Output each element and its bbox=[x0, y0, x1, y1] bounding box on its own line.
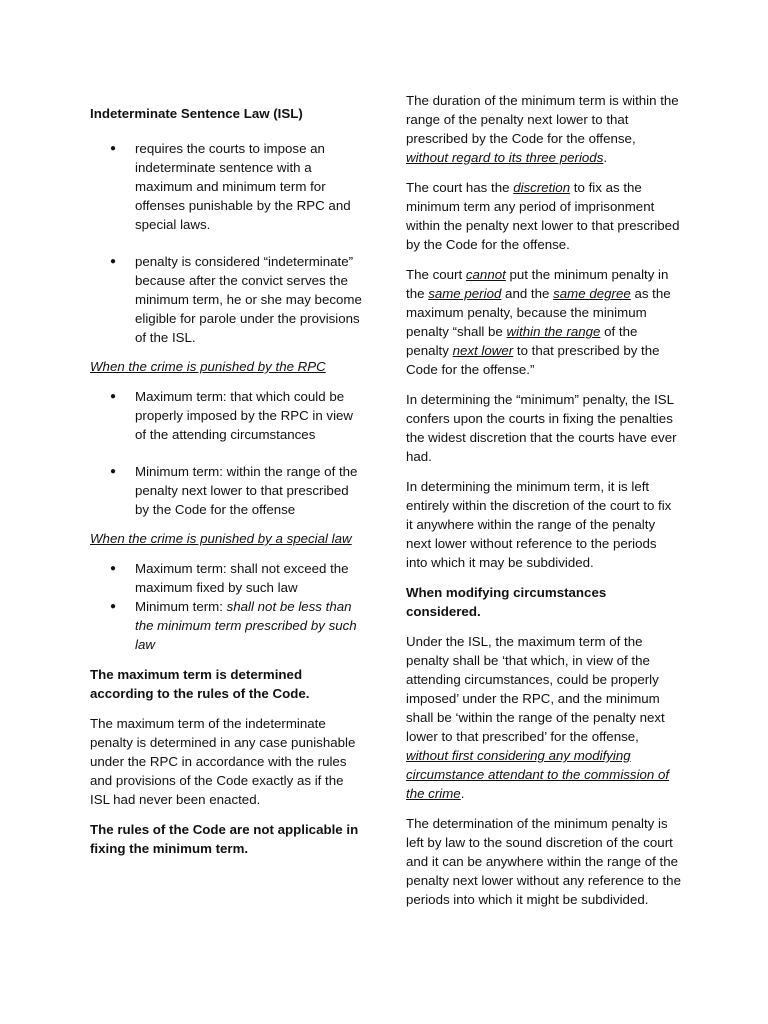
subheading-rpc: When the crime is punished by the RPC bbox=[90, 359, 326, 374]
rpc-bullet-list bbox=[90, 387, 365, 519]
list-item bbox=[90, 597, 365, 654]
paragraph: The determination of the minimum penalty is left by law to the sound discretion of the court and it can be anywhere within the range of the penalty next lower without any reference to the periods into which it might be subdivided. bbox=[406, 816, 681, 907]
heading-modifying-circumstances: When modifying circumstances considered. bbox=[406, 585, 607, 619]
emphasis: cannot bbox=[465, 267, 506, 282]
emphasis: same period bbox=[428, 286, 502, 301]
text: to that prescribed by the Code for the offense.” bbox=[406, 343, 660, 377]
list-item: ● requires the courts to impose an indeterminate sentence with a maximum and minimum term for offenses punishable by the RPC and special laws. bbox=[90, 139, 365, 234]
text: . bbox=[460, 786, 465, 801]
heading-rules-not-applicable: The rules of the Code are not applicable in fixing the minimum term. bbox=[90, 822, 359, 856]
emphasis: next lower bbox=[452, 343, 514, 358]
paragraph bbox=[406, 91, 681, 167]
item-text: Minimum term: bbox=[135, 599, 227, 614]
emphasis: discretion bbox=[513, 180, 571, 195]
text: and the bbox=[501, 286, 554, 301]
item-text-italic: shall not be less than the minimum term prescribed by such law bbox=[135, 599, 357, 652]
emphasis: within the range bbox=[506, 324, 601, 339]
paragraph bbox=[406, 265, 681, 379]
emphasis: without regard to its three periods bbox=[406, 150, 604, 165]
paragraph: In determining the minimum term, it is left entirely within the discretion of the court to fix it anywhere within the range of the penalty next lower without reference to the periods into which it may be subdivided. bbox=[406, 479, 672, 570]
heading-maximum-term: The maximum term is determined according to the rules of the Code. bbox=[90, 667, 310, 701]
text: The court has the bbox=[406, 180, 514, 195]
text: Under the ISL, the maximum term of the penalty shall be ‘that which, in view of the attending circumstances, could be properly imposed’ under the RPC, and the minimum shall be ‘within the range of the penalty next lower to that prescribed’ for the offense, bbox=[406, 634, 665, 744]
list-item: ● Maximum term: that which could be properly imposed by the RPC in view of the attending circumstances bbox=[90, 387, 365, 444]
special-law-bullet-list bbox=[90, 559, 365, 654]
section-title: Indeterminate Sentence Law (ISL) bbox=[90, 106, 303, 121]
text: of the penalty bbox=[406, 324, 638, 358]
text: The duration of the minimum term is within the range of the penalty next lower to that prescribed by the Code for the offense, bbox=[406, 93, 679, 146]
isl-bullet-list bbox=[90, 139, 365, 347]
text: put the minimum penalty in the bbox=[406, 267, 669, 301]
subheading-special-law: When the crime is punished by a special law bbox=[90, 531, 352, 546]
list-item: ● Maximum term: shall not exceed the maximum fixed by such law bbox=[90, 559, 365, 597]
list-item: ● Minimum term: within the range of the penalty next lower to that prescribed by the Code for the offense bbox=[90, 462, 365, 519]
emphasis: same degree bbox=[553, 286, 631, 301]
right-column bbox=[406, 91, 681, 920]
paragraph: The maximum term of the indeterminate penalty is determined in any case punishable under the RPC in accordance with the rules and provisions of the Code exactly as if the ISL had never been enacted. bbox=[90, 716, 356, 807]
list-item: ● penalty is considered “indeterminate” because after the convict serves the minimum term, he or she may become eligible for parole under the provisions of the ISL. bbox=[90, 252, 365, 347]
paragraph: In determining the “minimum” penalty, the ISL confers upon the courts in fixing the penalties the widest discretion that the courts have ever had. bbox=[406, 392, 677, 464]
emphasis: without first considering any modifying circumstance attendant to the commission of the crime bbox=[406, 748, 670, 801]
text: to fix as the minimum term any period of imprisonment within the penalty next lower to that prescribed by the Code for the offense. bbox=[406, 180, 680, 252]
left-column bbox=[90, 104, 365, 869]
text: The court bbox=[406, 267, 466, 282]
text: . bbox=[603, 150, 608, 165]
paragraph bbox=[406, 632, 681, 803]
text: as the maximum penalty, because the minimum penalty “shall be bbox=[406, 286, 671, 339]
paragraph bbox=[406, 178, 681, 254]
